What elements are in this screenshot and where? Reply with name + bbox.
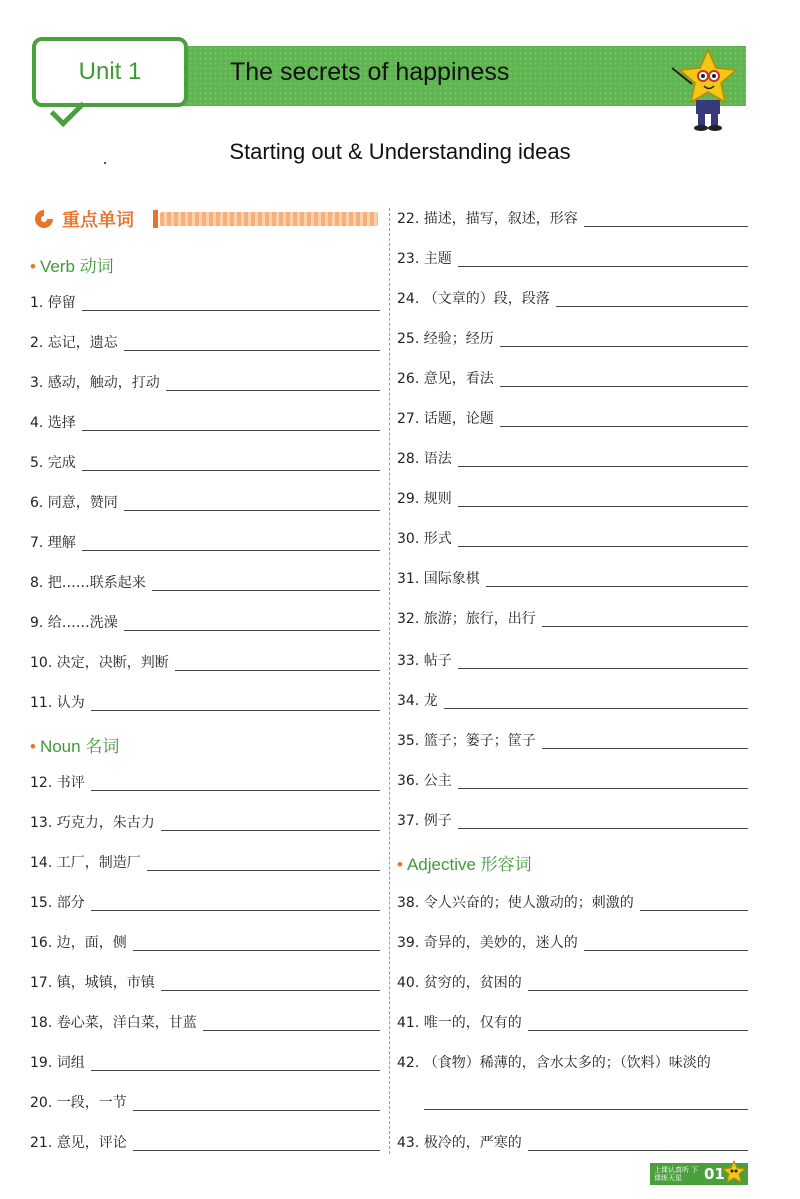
answer-line[interactable] xyxy=(500,385,748,387)
vocab-prompt: 16. 边，面，侧 xyxy=(30,935,127,951)
star-mascot-icon xyxy=(668,46,738,132)
category-adjective xyxy=(397,850,532,875)
answer-line[interactable] xyxy=(82,309,380,311)
vocab-prompt: 14. 工厂，制造厂 xyxy=(30,855,141,871)
vocab-prompt: 33. 帖子 xyxy=(397,653,452,669)
vocab-prompt: 35. 篮子；篓子；筐子 xyxy=(397,733,536,749)
category-verb xyxy=(30,252,114,277)
category-noun xyxy=(30,732,119,757)
vocab-row xyxy=(397,568,748,588)
answer-line[interactable] xyxy=(147,869,380,871)
vocab-row xyxy=(397,1052,748,1072)
vocab-row xyxy=(30,1052,380,1072)
vocab-prompt: 21. 意见，评论 xyxy=(30,1135,127,1151)
section-bar xyxy=(160,212,378,226)
vocab-prompt: 6. 同意，赞同 xyxy=(30,495,118,511)
vocab-prompt: 31. 国际象棋 xyxy=(397,571,480,587)
vocab-prompt: 18. 卷心菜，洋白菜，甘蓝 xyxy=(30,1015,197,1031)
vocab-row xyxy=(30,532,380,552)
vocab-prompt: 8. 把……联系起来 xyxy=(30,575,146,591)
star-mascot-icon xyxy=(722,1160,746,1186)
vocab-row xyxy=(30,332,380,352)
page-number: 01 xyxy=(704,1165,725,1183)
vocab-row xyxy=(30,1132,380,1152)
pie-icon xyxy=(34,209,54,229)
vocab-row xyxy=(30,892,380,912)
answer-line[interactable] xyxy=(584,949,748,951)
vocab-prompt: 41. 唯一的，仅有的 xyxy=(397,1015,522,1031)
vocab-prompt: 22. 描述，描写，叙述，形容 xyxy=(397,211,578,227)
vocab-row xyxy=(30,452,380,472)
bullet-icon: • xyxy=(397,855,403,874)
vocab-prompt: 12. 书评 xyxy=(30,775,85,791)
answer-line[interactable] xyxy=(166,389,380,391)
vocab-prompt: 2. 忘记，遗忘 xyxy=(30,335,118,351)
answer-line[interactable] xyxy=(91,789,380,791)
vocab-row xyxy=(397,448,748,468)
unit-label: Unit 1 xyxy=(32,37,188,107)
answer-line[interactable] xyxy=(528,1029,748,1031)
vocab-row xyxy=(397,770,748,790)
category-adjective-label: Adjective 形容词 xyxy=(406,855,532,874)
answer-line[interactable] xyxy=(91,909,380,911)
vocab-prompt: 34. 龙 xyxy=(397,693,438,709)
answer-line[interactable] xyxy=(152,589,380,591)
answer-line[interactable] xyxy=(203,1029,380,1031)
vocab-row xyxy=(397,730,748,750)
vocab-prompt: 28. 语法 xyxy=(397,451,452,467)
answer-line[interactable] xyxy=(82,549,380,551)
answer-line[interactable] xyxy=(82,469,380,471)
answer-line[interactable] xyxy=(133,949,380,951)
vocab-prompt: 37. 例子 xyxy=(397,813,452,829)
section-bar-cap xyxy=(153,210,158,228)
answer-line[interactable] xyxy=(124,509,380,511)
category-noun-label: Noun 名词 xyxy=(39,737,120,756)
answer-line[interactable] xyxy=(458,545,748,547)
bullet-icon: • xyxy=(30,737,36,756)
vocab-prompt: 26. 意见，看法 xyxy=(397,371,494,387)
vocab-row xyxy=(30,852,380,872)
answer-line[interactable] xyxy=(133,1109,380,1111)
answer-line[interactable] xyxy=(458,465,748,467)
vocab-row xyxy=(30,692,380,712)
vocab-prompt: 25. 经验；经历 xyxy=(397,331,494,347)
vocab-prompt: 20. 一段，一节 xyxy=(30,1095,127,1111)
vocab-row xyxy=(30,772,380,792)
vocab-prompt: 23. 主题 xyxy=(397,251,452,267)
column-divider xyxy=(389,208,390,1154)
answer-line[interactable] xyxy=(124,629,380,631)
answer-line[interactable] xyxy=(424,1109,748,1110)
vocab-row xyxy=(30,1092,380,1112)
section-header xyxy=(34,205,134,233)
vocab-row xyxy=(397,1012,748,1032)
vocab-prompt: 17. 镇，城镇，市镇 xyxy=(30,975,155,991)
vocab-prompt: 13. 巧克力，朱古力 xyxy=(30,815,155,831)
vocab-row xyxy=(397,528,748,548)
bullet-icon: • xyxy=(30,257,36,276)
answer-line[interactable] xyxy=(91,709,380,711)
answer-line[interactable] xyxy=(640,909,748,911)
vocab-row xyxy=(397,608,748,628)
answer-line[interactable] xyxy=(175,669,380,671)
vocab-row xyxy=(30,972,380,992)
answer-line[interactable] xyxy=(542,625,748,627)
vocab-row xyxy=(30,412,380,432)
vocab-row xyxy=(30,652,380,672)
vocab-prompt: 10. 决定，决断，判断 xyxy=(30,655,169,671)
vocab-prompt: 40. 贫穷的，贫困的 xyxy=(397,975,522,991)
vocab-prompt: 29. 规则 xyxy=(397,491,452,507)
vocab-row xyxy=(397,810,748,830)
answer-line[interactable] xyxy=(82,429,380,431)
vocab-row xyxy=(397,248,748,268)
vocab-row xyxy=(397,408,748,428)
vocab-row xyxy=(30,932,380,952)
vocab-row xyxy=(30,812,380,832)
vocab-row xyxy=(30,372,380,392)
answer-line[interactable] xyxy=(458,827,748,829)
answer-line[interactable] xyxy=(556,305,748,307)
vocab-row xyxy=(30,1012,380,1032)
answer-line[interactable] xyxy=(528,989,748,991)
vocab-prompt: 43. 极冷的，严寒的 xyxy=(397,1135,522,1151)
vocab-prompt: 4. 选择 xyxy=(30,415,76,431)
vocab-row xyxy=(397,650,748,670)
vocab-row xyxy=(397,972,748,992)
vocab-prompt: 36. 公主 xyxy=(397,773,452,789)
answer-line[interactable] xyxy=(500,425,748,427)
vocab-row xyxy=(397,288,748,308)
vocab-row xyxy=(397,1132,748,1152)
answer-line[interactable] xyxy=(528,1149,748,1151)
answer-line[interactable] xyxy=(458,667,748,669)
vocab-prompt: 19. 词组 xyxy=(30,1055,85,1071)
vocab-prompt: 42. （食物）稀薄的，含水太多的；（饮料）味淡的 xyxy=(397,1055,711,1071)
vocab-prompt: 27. 话题，论题 xyxy=(397,411,494,427)
vocab-row xyxy=(397,892,748,912)
answer-line[interactable] xyxy=(458,265,748,267)
vocab-row xyxy=(30,572,380,592)
answer-line[interactable] xyxy=(161,989,380,991)
vocab-prompt: 39. 奇异的，美妙的，迷人的 xyxy=(397,935,578,951)
answer-line[interactable] xyxy=(444,707,748,709)
answer-line[interactable] xyxy=(133,1149,380,1151)
answer-line[interactable] xyxy=(91,1069,380,1071)
answer-line[interactable] xyxy=(542,747,748,749)
answer-line[interactable] xyxy=(500,345,748,347)
vocab-prompt: 38. 令人兴奋的；使人激动的；刺激的 xyxy=(397,895,634,911)
answer-line[interactable] xyxy=(161,829,380,831)
unit-title: The secrets of happiness xyxy=(230,58,510,86)
vocab-prompt: 30. 形式 xyxy=(397,531,452,547)
vocab-prompt: 11. 认为 xyxy=(30,695,85,711)
lesson-subtitle: Starting out & Understanding ideas xyxy=(229,139,571,164)
vocab-row xyxy=(30,492,380,512)
category-verb-label: Verb 动词 xyxy=(39,257,114,276)
vocab-row xyxy=(397,328,748,348)
vocab-prompt: 9. 给……洗澡 xyxy=(30,615,118,631)
section-title: 重点单词 xyxy=(62,210,134,231)
vocab-prompt: 24. （文章的）段，段落 xyxy=(397,291,550,307)
vocab-prompt: 15. 部分 xyxy=(30,895,85,911)
answer-line[interactable] xyxy=(486,585,748,587)
vocab-prompt: 5. 完成 xyxy=(30,455,76,471)
vocab-row xyxy=(397,488,748,508)
vocab-row xyxy=(397,368,748,388)
answer-line[interactable] xyxy=(458,787,748,789)
answer-line[interactable] xyxy=(458,505,748,507)
vocab-row xyxy=(397,690,748,710)
answer-line[interactable] xyxy=(584,225,748,227)
vocab-prompt: 3. 感动，触动，打动 xyxy=(30,375,160,391)
vocab-row xyxy=(30,292,380,312)
page-motto: 上课认真听 下课练天星 xyxy=(654,1166,699,1182)
vocab-prompt: 32. 旅游；旅行，出行 xyxy=(397,611,536,627)
vocab-row xyxy=(397,208,748,228)
vocab-prompt: 1. 停留 xyxy=(30,295,76,311)
answer-line[interactable] xyxy=(124,349,380,351)
vocab-row xyxy=(30,612,380,632)
vocab-row xyxy=(397,932,748,952)
vocab-prompt: 7. 理解 xyxy=(30,535,76,551)
stray-dot xyxy=(104,162,106,164)
